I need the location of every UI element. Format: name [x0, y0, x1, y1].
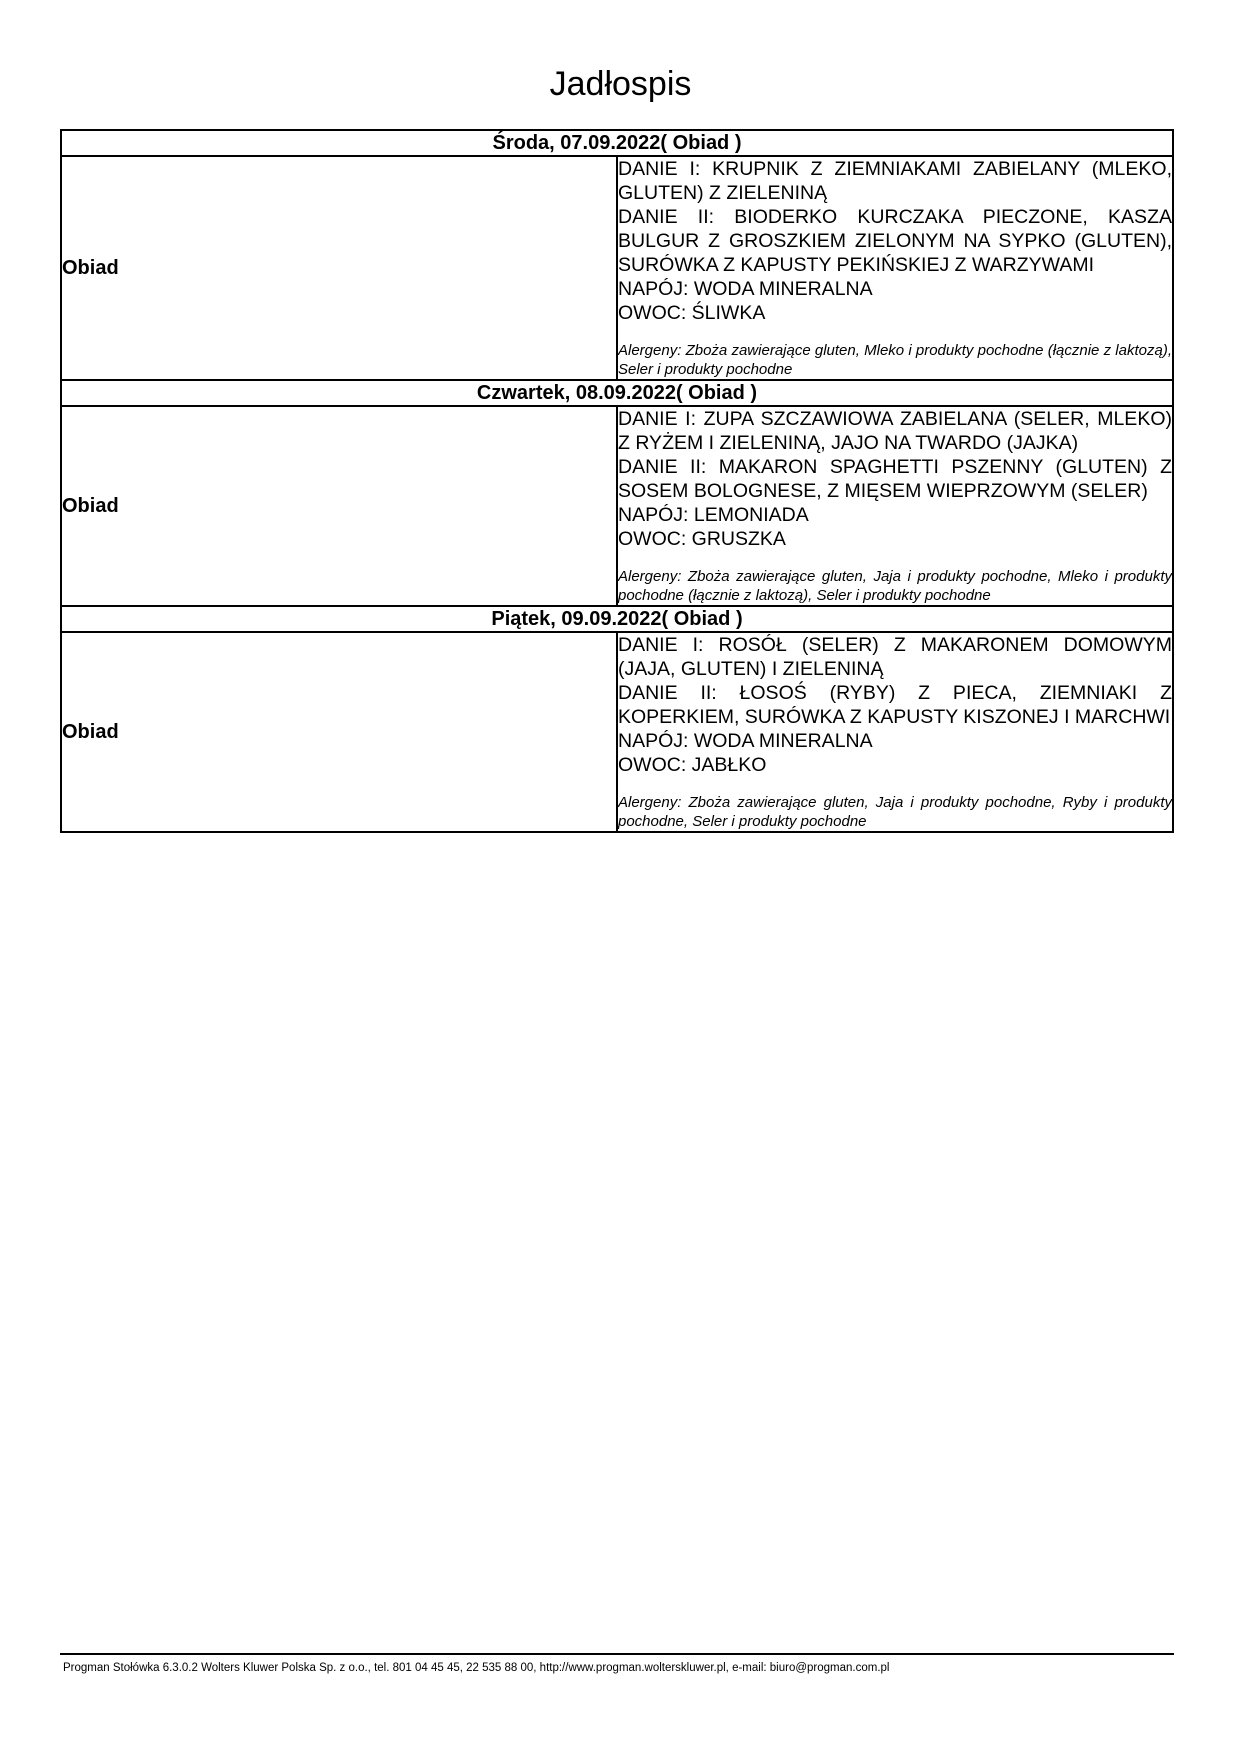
- meal-label: Obiad: [61, 406, 617, 606]
- dish-line: DANIE I: KRUPNIK Z ZIEMNIAKAMI ZABIELANY (MLEKO, GLUTEN) Z ZIELENINĄ: [618, 158, 1172, 204]
- dish-line: OWOC: GRUSZKA: [618, 528, 786, 550]
- day-header-row: [61, 606, 1173, 632]
- allergens-note: Alergeny: Zboża zawierające gluten, Jaja i produkty pochodne, Ryby i produkty pochodne, Seler i produkty pochodne: [618, 794, 1172, 830]
- dish-line: OWOC: ŚLIWKA: [618, 302, 766, 324]
- meal-row: [61, 406, 1173, 606]
- dish-line: NAPÓJ: WODA MINERALNA: [618, 278, 873, 300]
- day-header: Piątek, 09.09.2022( Obiad ): [61, 606, 1173, 632]
- meal-label: Obiad: [61, 156, 617, 380]
- day-header-row: [61, 380, 1173, 406]
- menu-table: [60, 129, 1174, 833]
- meal-row: [61, 632, 1173, 832]
- page-title: Jadłospis: [549, 65, 692, 103]
- dish-line: DANIE II: MAKARON SPAGHETTI PSZENNY (GLUTEN) Z SOSEM BOLOGNESE, Z MIĘSEM WIEPRZOWYM (SELER): [618, 456, 1172, 502]
- meal-label: Obiad: [61, 632, 617, 832]
- meal-content: [617, 632, 1173, 832]
- dish-line: DANIE I: ROSÓŁ (SELER) Z MAKARONEM DOMOWYM (JAJA, GLUTEN) I ZIELENINĄ: [618, 634, 1172, 680]
- meal-content: [617, 406, 1173, 606]
- allergens-note: Alergeny: Zboża zawierające gluten, Mleko i produkty pochodne (łącznie z laktozą), Seler i produkty pochodne: [618, 342, 1172, 378]
- day-header-row: [61, 130, 1173, 156]
- day-header: Środa, 07.09.2022( Obiad ): [61, 130, 1173, 156]
- allergens-note: Alergeny: Zboża zawierające gluten, Jaja i produkty pochodne, Mleko i produkty pochodne (łącznie z laktozą), Seler i produkty pochodne: [618, 568, 1172, 604]
- dish-line: OWOC: JABŁKO: [618, 754, 767, 776]
- footer-divider: [60, 1653, 1174, 1655]
- day-header: Czwartek, 08.09.2022( Obiad ): [61, 380, 1173, 406]
- dish-line: DANIE II: BIODERKO KURCZAKA PIECZONE, KASZA BULGUR Z GROSZKIEM ZIELONYM NA SYPKO (GLUTEN), SURÓWKA Z KAPUSTY PEKIŃSKIEJ Z WARZYWAMI: [618, 206, 1172, 276]
- footer-text: Progman Stołówka 6.3.0.2 Wolters Kluwer Polska Sp. z o.o., tel. 801 04 45 45, 22 535 88 00, http://www.progman.wolterskluwer.pl, e-mail: biuro@progman.com.pl: [63, 1662, 890, 1674]
- meal-content: [617, 156, 1173, 380]
- meal-row: [61, 156, 1173, 380]
- dish-line: NAPÓJ: LEMONIADA: [618, 504, 809, 526]
- dish-line: DANIE I: ZUPA SZCZAWIOWA ZABIELANA (SELER, MLEKO) Z RYŻEM I ZIELENINĄ, JAJO NA TWARDO (JAJKA): [618, 408, 1172, 454]
- dish-line: NAPÓJ: WODA MINERALNA: [618, 730, 873, 752]
- dish-line: DANIE II: ŁOSOŚ (RYBY) Z PIECA, ZIEMNIAKI Z KOPERKIEM, SURÓWKA Z KAPUSTY KISZONEJ I MARCHWI: [618, 682, 1172, 728]
